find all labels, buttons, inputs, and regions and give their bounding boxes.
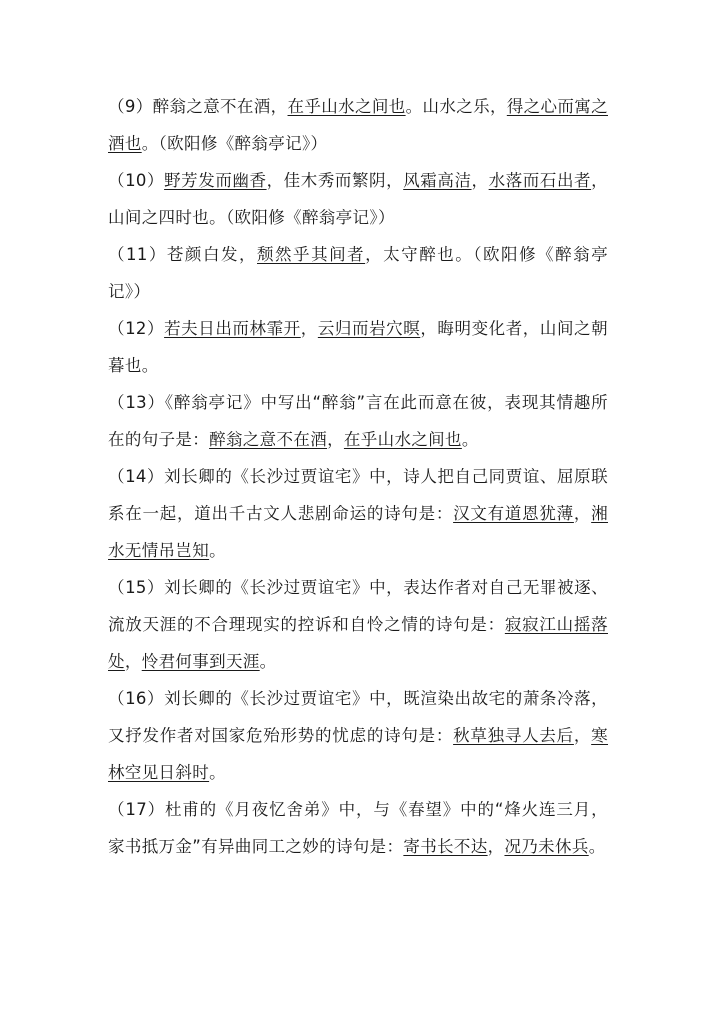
text-segment: （15）刘长卿的《长沙过贾谊宅》中，表达作者对自己无罪被逐、流放天涯的不合理现实的控诉和自怜之情的诗句是： [108,578,608,634]
answer-item-15 [108,569,608,680]
text-segment: ， [471,171,489,190]
underlined-answer: 况乃未休兵 [504,837,589,856]
text-segment: （9）醉翁之意不在酒， [108,97,288,116]
underlined-answer: 湘水无情吊岂知 [108,504,609,560]
text-segment: ， [487,837,505,856]
text-segment: （11）苍颜白发， [108,245,258,264]
text-segment: ， [300,319,318,338]
text-segment: （17）杜甫的《月夜忆舍弟》中，与《春望》中的“烽火连三月，家书抵万金”有异曲同工之妙的诗句是： [108,800,608,856]
text-segment: ，山间之四时也。（欧阳修《醉翁亭记》） [108,171,608,227]
answer-item-11 [108,236,608,310]
underlined-answer: 在乎山水之间也 [287,97,406,116]
text-segment: ，晦明变化者，山间之朝暮也。 [108,319,608,375]
text-segment: ，太守醉也。（欧阳修《醉翁亭记》） [108,245,608,301]
text-segment: （13）《醉翁亭记》中写出“醉翁”言在此而意在彼，表现其情趣所在的句子是： [108,393,608,449]
underlined-answer: 寄书长不达 [403,837,488,856]
text-segment: （10） [108,171,165,190]
text-segment: ， [327,430,344,449]
answer-item-14 [108,458,608,569]
underlined-answer: 云归而岩穴暝 [317,319,421,338]
text-segment: （16）刘长卿的《长沙过贾谊宅》中，既渲染出故宅的萧条冷落，又抒发作者对国家危殆形势的忧虑的诗句是： [108,689,608,745]
underlined-answer: 得之心而寓之酒也 [108,97,608,153]
underlined-answer: 寂寂江山摇落处 [108,615,608,671]
text-segment: ，佳木秀而繁阴， [266,171,404,190]
text-segment: 。山水之乐， [405,97,507,116]
answer-item-13 [108,384,608,458]
underlined-answer: 醉翁之意不在酒 [209,430,328,449]
underlined-answer: 水落而石出者 [488,171,592,190]
answer-item-16 [108,680,608,791]
text-segment: 。（欧阳修《醉翁亭记》） [141,134,328,153]
answer-item-9 [108,88,608,162]
document-body [108,88,608,865]
text-segment: ， [573,504,592,523]
underlined-answer: 风霜高洁 [403,171,472,190]
text-segment: （12） [108,319,165,338]
text-segment: ， [124,652,142,671]
underlined-answer: 颓然乎其间者 [257,245,366,264]
text-segment: 。 [209,763,226,782]
text-segment: 。 [588,837,606,856]
underlined-answer: 怜君何事到天涯 [141,652,260,671]
underlined-answer: 野芳发而幽香 [164,171,267,190]
underlined-answer: 若夫日出而林霏开 [164,319,301,338]
underlined-answer: 在乎山水之间也 [343,430,462,449]
text-segment: 。 [209,541,226,560]
underlined-answer: 汉文有道恩犹薄 [453,504,574,523]
text-segment: 。 [259,652,277,671]
underlined-answer: 寒林空见日斜时 [108,726,609,782]
answer-item-17 [108,791,608,865]
text-segment: ， [573,726,592,745]
text-segment: （14）刘长卿的《长沙过贾谊宅》中，诗人把自己同贾谊、屈原联系在一起，道出千古文人悲剧命运的诗句是： [108,467,608,523]
underlined-answer: 秋草独寻人去后 [453,726,574,745]
answer-item-12 [108,310,608,384]
answer-item-10 [108,162,608,236]
text-segment: 。 [461,430,479,449]
